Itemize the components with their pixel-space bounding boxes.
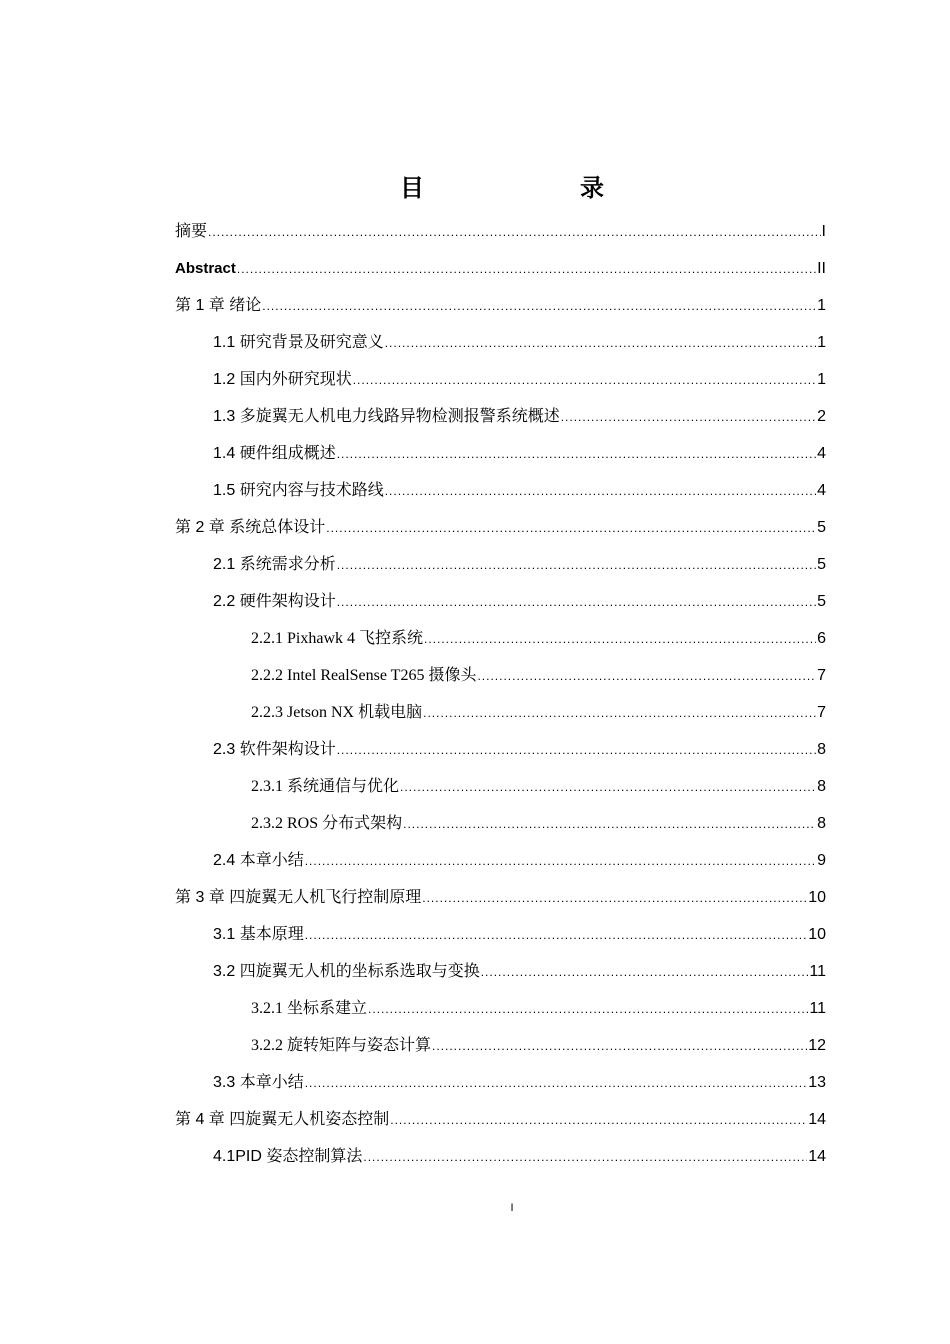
toc-entry-title: 第 4 章 四旋翼无人机姿态控制 xyxy=(175,1111,390,1128)
toc-entry-title: 2.2.2 Intel RealSense T265 摄像头 xyxy=(251,667,477,684)
toc-entry[interactable] xyxy=(175,810,826,847)
toc-entry[interactable] xyxy=(175,218,826,255)
toc-entry[interactable] xyxy=(175,921,826,958)
toc-entry[interactable] xyxy=(175,625,826,662)
toc-entry-title: 第 1 章 绪论 xyxy=(175,297,262,314)
toc-entry-page: 6 xyxy=(817,630,826,647)
toc-entry[interactable] xyxy=(175,1106,826,1143)
toc-leader-dots xyxy=(353,366,816,394)
toc-entry-title: 3.2.1 坐标系建立 xyxy=(251,1000,368,1017)
toc-entry-title: 2.4 本章小结 xyxy=(213,852,304,869)
toc-entry-page: 5 xyxy=(817,593,826,610)
toc-entry[interactable] xyxy=(175,551,826,588)
toc-entry[interactable] xyxy=(175,884,826,921)
toc-entry[interactable] xyxy=(175,1069,826,1106)
toc-leader-dots xyxy=(337,440,816,468)
toc-entry-page: 4 xyxy=(817,445,826,462)
toc-leader-dots xyxy=(337,736,816,764)
toc-entry-page: 8 xyxy=(817,815,826,832)
toc-entry[interactable] xyxy=(175,588,826,625)
toc-leader-dots xyxy=(305,1069,808,1097)
toc-entry[interactable] xyxy=(175,1143,826,1180)
toc-leader-dots xyxy=(326,514,816,542)
toc-entry[interactable] xyxy=(175,773,826,810)
toc-entry[interactable] xyxy=(175,736,826,773)
table-of-contents xyxy=(175,218,826,1180)
toc-leader-dots xyxy=(337,551,816,579)
toc-leader-dots xyxy=(305,921,808,949)
toc-entry-page: 7 xyxy=(817,704,826,721)
toc-entry[interactable] xyxy=(175,699,826,736)
toc-entry-page: 2 xyxy=(817,408,826,425)
toc-entry-page: 5 xyxy=(817,556,826,573)
toc-entry-title: Abstract xyxy=(175,260,236,277)
toc-entry-title: 4.1PID 姿态控制算法 xyxy=(213,1148,363,1165)
toc-entry-page: 1 xyxy=(817,334,826,351)
toc-leader-dots xyxy=(432,1032,807,1060)
toc-entry-page: II xyxy=(817,260,826,277)
toc-entry-title: 1.2 国内外研究现状 xyxy=(213,371,352,388)
toc-entry[interactable] xyxy=(175,440,826,477)
toc-leader-dots xyxy=(337,588,816,616)
page-title: 目 录 xyxy=(400,174,640,202)
toc-leader-dots xyxy=(208,218,821,246)
toc-entry-page: 8 xyxy=(817,778,826,795)
toc-entry-title: 1.4 硬件组成概述 xyxy=(213,445,336,462)
toc-leader-dots xyxy=(403,810,816,838)
toc-leader-dots xyxy=(262,292,816,320)
toc-entry-title: 2.2.1 Pixhawk 4 飞控系统 xyxy=(251,630,424,647)
toc-entry-page: 4 xyxy=(817,482,826,499)
toc-entry-page: 1 xyxy=(817,371,826,388)
toc-leader-dots xyxy=(385,329,816,357)
toc-entry[interactable] xyxy=(175,958,826,995)
toc-entry-page: 13 xyxy=(808,1074,826,1091)
toc-entry[interactable] xyxy=(175,477,826,514)
toc-entry-page: 12 xyxy=(808,1037,826,1054)
toc-entry-page: 10 xyxy=(808,926,826,943)
toc-leader-dots xyxy=(400,773,816,801)
toc-entry-page: 7 xyxy=(817,667,826,684)
toc-leader-dots xyxy=(423,699,816,727)
toc-entry-title: 1.3 多旋翼无人机电力线路异物检测报警系统概述 xyxy=(213,408,560,425)
toc-entry-title: 摘要 xyxy=(175,223,208,240)
toc-leader-dots xyxy=(561,403,816,431)
toc-entry-title: 2.3.1 系统通信与优化 xyxy=(251,778,400,795)
toc-entry[interactable] xyxy=(175,292,826,329)
toc-entry-title: 3.3 本章小结 xyxy=(213,1074,304,1091)
toc-entry-title: 第 3 章 四旋翼无人机飞行控制原理 xyxy=(175,889,422,906)
toc-entry-page: 9 xyxy=(817,852,826,869)
toc-entry-title: 1.5 研究内容与技术路线 xyxy=(213,482,384,499)
toc-entry-title: 2.1 系统需求分析 xyxy=(213,556,336,573)
toc-entry-title: 3.1 基本原理 xyxy=(213,926,304,943)
toc-entry-title: 2.2 硬件架构设计 xyxy=(213,593,336,610)
toc-entry-page: 10 xyxy=(808,889,826,906)
toc-entry[interactable] xyxy=(175,995,826,1032)
toc-entry-page: 5 xyxy=(817,519,826,536)
toc-leader-dots xyxy=(237,255,816,283)
toc-entry-title: 第 2 章 系统总体设计 xyxy=(175,519,326,536)
toc-leader-dots xyxy=(477,662,816,690)
toc-entry-title: 2.2.3 Jetson NX 机载电脑 xyxy=(251,704,423,721)
toc-entry-title: 1.1 研究背景及研究意义 xyxy=(213,334,384,351)
toc-entry[interactable] xyxy=(175,366,826,403)
toc-entry-page: 11 xyxy=(809,963,826,980)
toc-entry-page: 11 xyxy=(809,1000,826,1017)
toc-leader-dots xyxy=(481,958,809,986)
toc-leader-dots xyxy=(422,884,807,912)
toc-entry-title: 3.2.2 旋转矩阵与姿态计算 xyxy=(251,1037,432,1054)
toc-entry[interactable] xyxy=(175,662,826,699)
toc-entry[interactable] xyxy=(175,403,826,440)
toc-entry[interactable] xyxy=(175,1032,826,1069)
toc-leader-dots xyxy=(368,995,808,1023)
page-number: I xyxy=(510,1202,514,1214)
toc-leader-dots xyxy=(390,1106,807,1134)
toc-entry-title: 3.2 四旋翼无人机的坐标系选取与变换 xyxy=(213,963,480,980)
toc-leader-dots xyxy=(385,477,816,505)
toc-entry-page: 1 xyxy=(817,297,826,314)
toc-entry[interactable] xyxy=(175,329,826,366)
toc-leader-dots xyxy=(305,847,816,875)
toc-entry-title: 2.3 软件架构设计 xyxy=(213,741,336,758)
toc-entry-page: I xyxy=(821,223,826,240)
toc-entry-title: 2.3.2 ROS 分布式架构 xyxy=(251,815,403,832)
toc-leader-dots xyxy=(424,625,816,653)
toc-entry-page: 14 xyxy=(808,1148,826,1165)
toc-leader-dots xyxy=(363,1143,807,1171)
toc-entry[interactable] xyxy=(175,255,826,292)
toc-entry-page: 14 xyxy=(808,1111,826,1128)
toc-entry-page: 8 xyxy=(817,741,826,758)
toc-entry[interactable] xyxy=(175,847,826,884)
toc-entry[interactable] xyxy=(175,514,826,551)
